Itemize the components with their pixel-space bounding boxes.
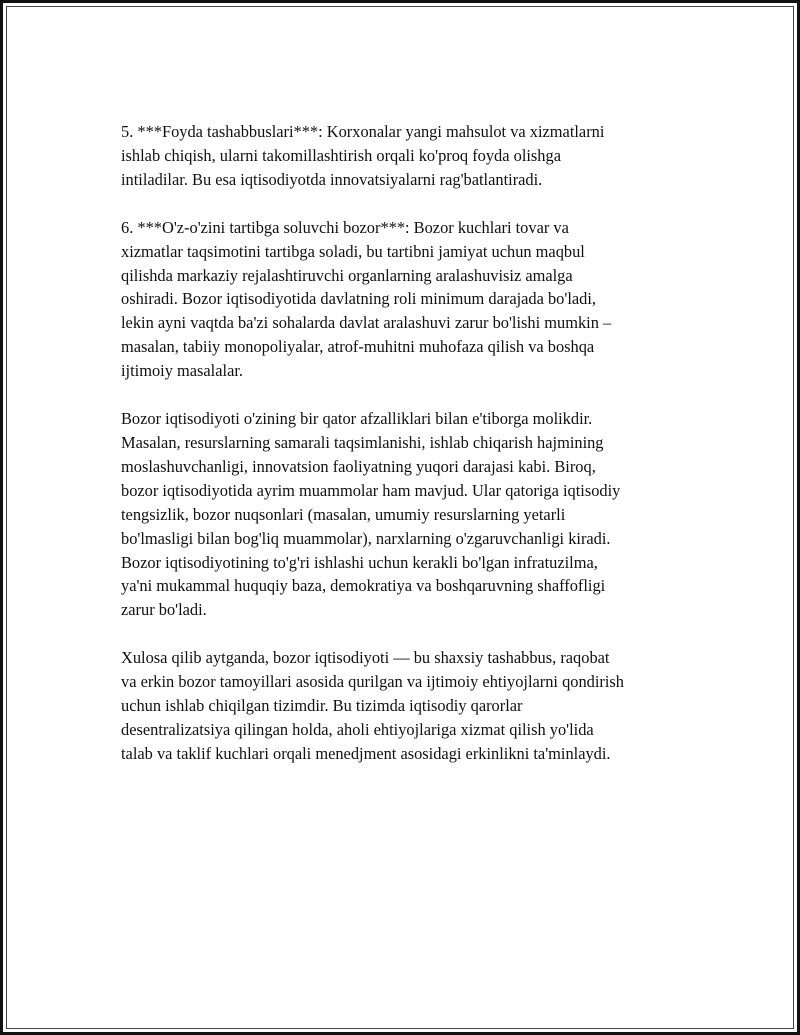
- text-line: 5. ***Foyda tashabbuslari***: Korxonalar yangi mahsulot va xizmatlarni: [121, 122, 605, 141]
- text-line: xizmatlar taqsimotini tartibga soladi, bu tartibni jamiyat uchun maqbul: [121, 241, 585, 261]
- text-line: desentralizatsiya qilingan holda, aholi ehtiyojlariga xizmat qilish yo'lida: [121, 719, 594, 739]
- text-line: tengsizlik, bozor nuqsonlari (masalan, umumiy resurslarning yetarli: [121, 504, 566, 524]
- text-line: ijtimoiy masalalar.: [121, 361, 243, 381]
- paragraph-advantages-problems: [121, 407, 701, 622]
- text-line: oshiradi. Bozor iqtisodiyotida davlatning roli minimum darajada bo'ladi,: [121, 289, 597, 309]
- text-line: masalan, tabiiy monopoliyalar, atrof-muhitni muhofaza qilish va boshqa: [121, 337, 595, 357]
- text-line: uchun ishlab chiqilgan tizimdir. Bu tizimda iqtisodiy qarorlar: [121, 696, 523, 716]
- text-line: Bozor iqtisodiyoti o'zining bir qator afzalliklari bilan e'tiborga molikdir.: [121, 409, 593, 429]
- text-line: Masalan, resurslarning samarali taqsimlanishi, ishlab chiqarish hajmining: [121, 432, 604, 452]
- text-line: Xulosa qilib aytganda, bozor iqtisodiyoti — bu shaxsiy tashabbus, raqobat: [121, 648, 610, 668]
- text-line: ya'ni mukammal huquqiy baza, demokratiya va boshqaruvning shaffofligi: [121, 576, 606, 596]
- text-line: zarur bo'ladi.: [121, 600, 207, 620]
- text-line: talab va taklif kuchlari orqali menedjment asosidagi erkinlikni ta'minlaydi.: [121, 743, 611, 763]
- text-line: Bozor iqtisodiyotining to'g'ri ishlashi uchun kerakli bo'lgan infratuzilma,: [121, 552, 598, 572]
- text-line: intiladilar. Bu esa iqtisodiyotda innovatsiyalarni rag'batlantiradi.: [121, 169, 543, 189]
- text-line: bo'lmasligi bilan bog'liq muammolar), narxlarning o'zgaruvchanligi kiradi.: [121, 528, 611, 548]
- document-body: [121, 120, 701, 790]
- text-line: va erkin bozor tamoyillari asosida qurilgan va ijtimoiy ehtiyojlarni qondirish: [121, 672, 624, 692]
- text-line: 6. ***O'z-o'zini tartibga soluvchi bozor***: Bozor kuchlari tovar va: [121, 217, 569, 237]
- text-line: ishlab chiqish, ularni takomillashtirish orqali ko'proq foyda olishga: [121, 145, 561, 165]
- text-line: bozor iqtisodiyotida ayrim muammolar ham mavjud. Ular qatoriga iqtisodiy: [121, 480, 621, 500]
- text-line: qilishda markaziy rejalashtiruvchi organlarning aralashuvisiz amalga: [121, 265, 573, 285]
- text-line: lekin ayni vaqtda ba'zi sohalarda davlat aralashuvi zarur bo'lishi mumkin –: [121, 313, 612, 333]
- paragraph-profit-initiatives: [121, 120, 701, 192]
- text-line: moslashuvchanligi, innovatsion faoliyatning yuqori darajasi kabi. Biroq,: [121, 456, 596, 476]
- paragraph-self-regulating-market: [121, 216, 701, 383]
- paragraph-conclusion: [121, 646, 701, 766]
